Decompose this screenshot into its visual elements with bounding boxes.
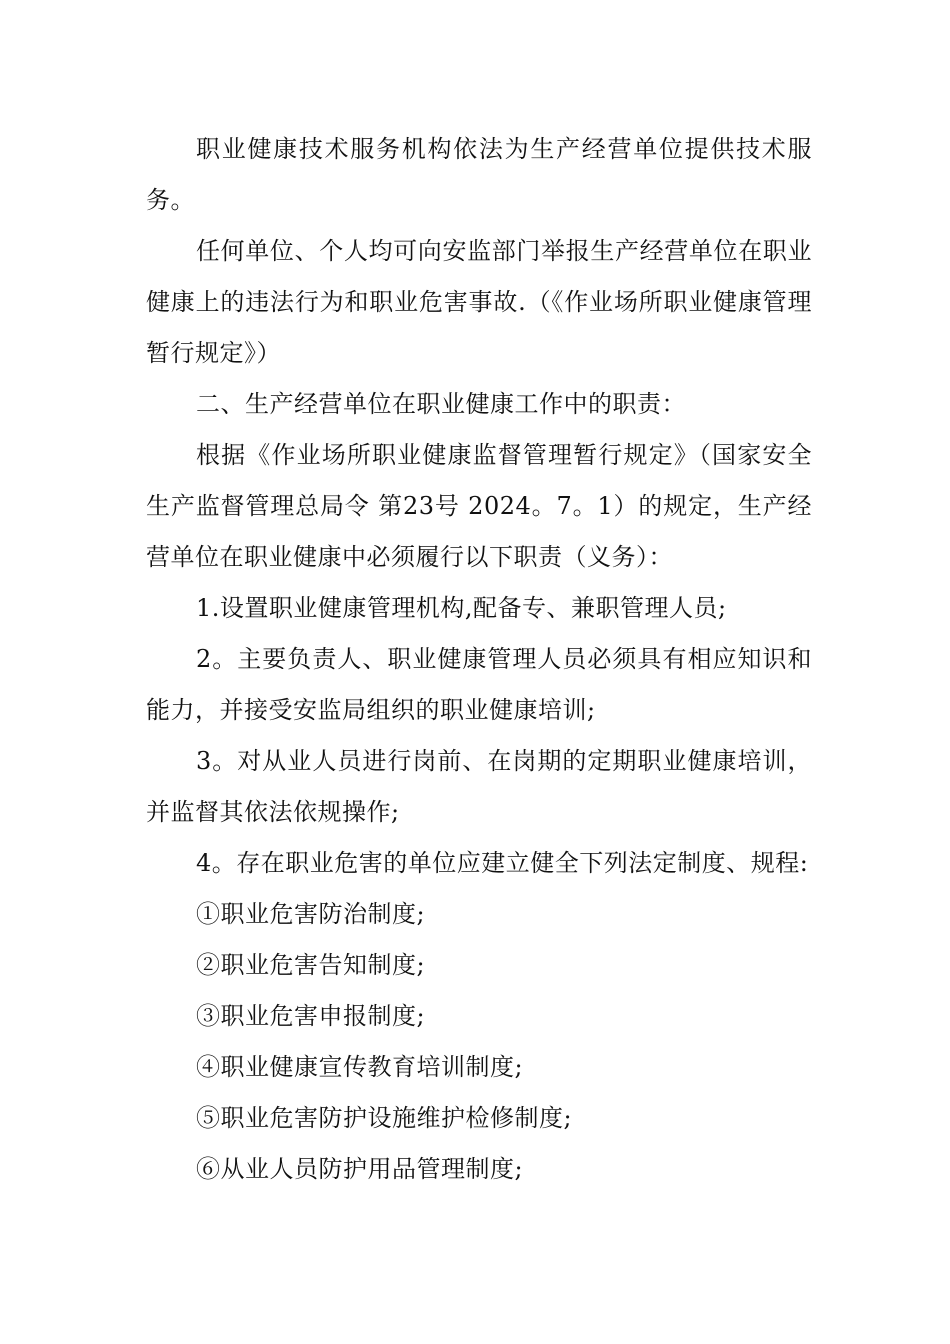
paragraph-report-violations: 任何单位、个人均可向安监部门举报生产经营单位在职业健康上的违法行为和职业危害事故.（《作业场所职业健康管理暂行规定》） [146,237,812,367]
paragraph-regulation-basis: 根据《作业场所职业健康监督管理暂行规定》（国家安全生产监督管理总局令 第23号 2024。7。1）的规定，生产经营单位在职业健康中必须履行以下职责（义务）： [146,441,812,571]
system-item-1: ①职业危害防治制度; [196,900,426,928]
document-body [146,124,812,1195]
system-item-3: ③职业危害申报制度; [196,1002,426,1030]
paragraph-tech-service: 职业健康技术服务机构依法为生产经营单位提供技术服务。 [146,135,812,214]
system-item-4: ④职业健康宣传教育培训制度; [196,1053,524,1081]
system-item-6: ⑥从业人员防护用品管理制度; [196,1155,524,1183]
system-item-5: ⑤职业危害防护设施维护检修制度; [196,1104,573,1132]
duty-item-3: 3。对从业人员进行岗前、在岗期的定期职业健康培训，并监督其依法依规操作; [146,747,812,826]
section-heading-responsibilities: 二、生产经营单位在职业健康工作中的职责： [196,390,686,418]
duty-item-4: 4。存在职业危害的单位应建立健全下列法定制度、规程: [196,849,809,877]
duty-item-2: 2。主要负责人、职业健康管理人员必须具有相应知识和能力，并接受安监局组织的职业健康培训; [146,645,812,724]
duty-item-1: 1.设置职业健康管理机构,配备专、兼职管理人员; [196,594,727,622]
system-item-2: ②职业危害告知制度; [196,951,426,979]
